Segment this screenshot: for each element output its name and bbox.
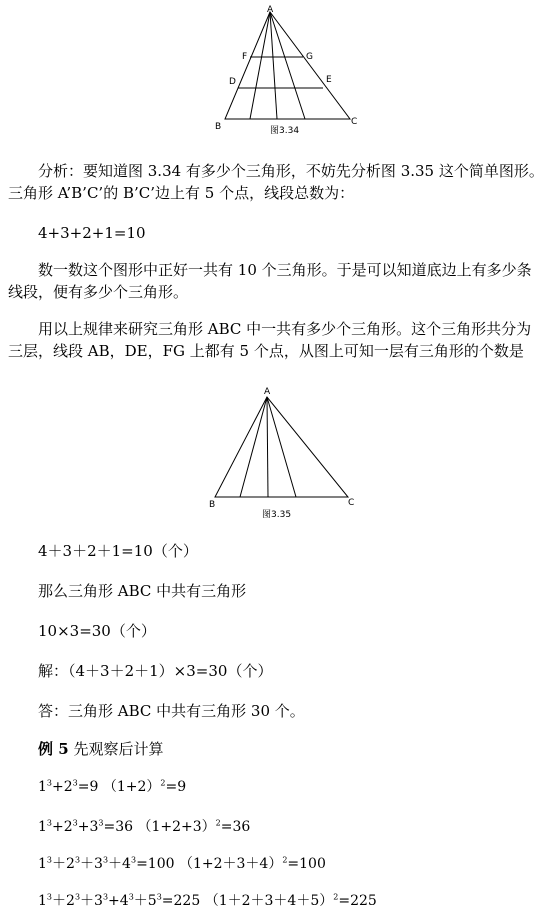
figure-3-34-drawing [205,2,365,137]
exponent: 3 [156,892,162,902]
term: =225 （1＋2＋3＋4＋5） [161,893,334,909]
label-b: B [209,500,216,510]
text-line: 三角形 A’B’C’的 B’C’边上有 5 个点，线段总数为： [8,184,355,202]
exponent: 3 [72,778,78,788]
paragraph-count [8,259,553,303]
text-line: 用以上规律来研究三角形 ABC 中一共有多少个三角形。这个三角形共分为 [38,320,532,338]
text-line: 三层，线段 AB，DE，FG 上都有 5 个点，从图上可知一层有三角形的个数是 [8,342,524,360]
exponent: 3 [46,855,53,865]
exponent: 3 [98,818,104,828]
figure-3-34 [205,2,365,137]
term: =100 [287,856,326,872]
answer-line: 答：三角形 ABC 中共有三角形 30 个。 [38,702,305,720]
term: =9 [165,779,187,795]
inner-line [267,397,296,497]
term: +3 [77,819,99,835]
text-line: 分析：要知道图 3.34 有多少个三角形，不妨先分析图 3.35 这个简单图形。 [38,162,544,180]
text-line: 线段，便有多少个三角形。 [8,283,189,301]
formula-4 [38,891,377,911]
count-per-layer: 4＋3＋2＋1=10（个） [38,542,198,560]
term: ＋2 [52,856,75,872]
figure-3-35-drawing [200,385,360,520]
label-b: B [215,122,222,132]
term: ＋2 [52,893,75,909]
term: 1 [38,779,47,795]
label-c: C [348,498,355,508]
inner-line [240,397,267,497]
term: =9 （1+2） [77,779,161,795]
inner-line [250,12,270,119]
label-c: C [351,117,358,127]
term: 1 [38,856,47,872]
text-line: 那么三角形 ABC 中共有三角形 [38,582,247,600]
label-e: E [326,75,332,85]
formula-2 [38,816,250,838]
term: +4 [108,893,129,909]
exponent: 3 [102,892,109,902]
term: ＋3 [80,893,103,909]
term: +2 [52,779,73,795]
term: 1 [38,893,47,909]
exponent: 3 [74,855,81,865]
term: ＋5 [133,893,157,909]
example-title: 先观察后计算 [68,740,164,758]
equation-total: 10×3=30（个） [38,622,156,640]
exponent: 2 [282,855,288,865]
term: +2 [52,819,73,835]
term: ＋3 [80,856,103,872]
exponent: 3 [102,855,109,865]
exponent: 3 [46,778,53,788]
exponent: 3 [72,818,78,828]
exponent: 2 [333,892,339,902]
example-label: 例 5 [38,740,69,758]
label-a: A [264,387,271,397]
figure-3-35 [200,385,360,520]
term: =100 （1+2＋3＋4） [136,856,283,872]
exponent: 3 [46,892,53,902]
exponent: 3 [128,892,134,902]
paragraph-rule [8,318,553,362]
solution-line: 解：（4＋3＋2＋1）×3=30（个） [38,662,273,680]
exponent: 3 [130,855,137,865]
text-line: 数一数这个图形中正好一共有 10 个三角形。于是可以知道底边上有多少条 [38,261,532,279]
exponent: 3 [46,818,53,828]
label-a: A [267,5,274,15]
term: =36 [220,819,251,835]
inner-line [267,397,268,497]
equation-sum: 4+3+2+1=10 [38,224,146,242]
formula-1 [38,776,186,798]
figure-caption: 图3.34 [270,126,300,136]
label-g: G [306,52,313,62]
example-heading [38,738,163,760]
exponent: 2 [160,778,166,788]
term: =225 [338,893,377,909]
term: 1 [38,819,47,835]
formula-3 [38,853,326,875]
term: =36 （1+2+3） [103,819,216,835]
label-f: F [242,52,248,62]
figure-caption: 图3.35 [262,510,292,520]
paragraph-analysis [8,160,553,204]
exponent: 3 [74,892,81,902]
inner-line [270,12,277,119]
term: ＋4 [108,856,131,872]
exponent: 2 [215,818,221,828]
label-d: D [229,77,236,87]
inner-line [270,12,305,119]
